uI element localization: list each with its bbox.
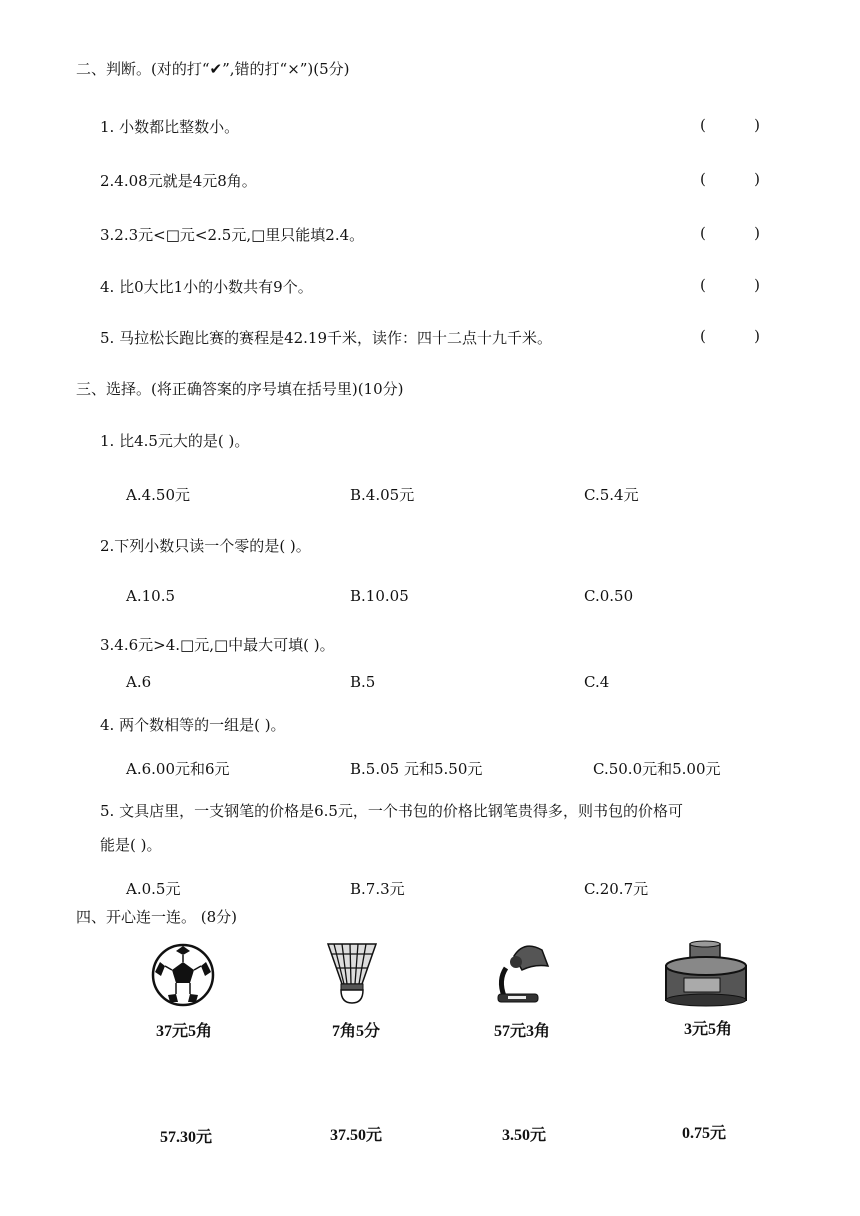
- top-price-3[interactable]: 57元3角: [493, 1023, 550, 1040]
- choice-question-2: 2.下列小数只读一个零的是( )。: [100, 537, 311, 555]
- judge-answer-1[interactable]: ( ): [700, 116, 760, 134]
- section2-title: 二、判断。(对的打“✔”,错的打“×”)(5分): [76, 60, 350, 78]
- top-price-2[interactable]: 7角5分: [331, 1023, 380, 1040]
- choice-1-option-b[interactable]: B.4.05元: [350, 486, 415, 504]
- choice-question-5-cont: 能是( )。: [100, 836, 162, 854]
- tape-roll-icon: [662, 940, 750, 1012]
- choice-4-option-b[interactable]: B.5.05 元和5.50元: [350, 760, 483, 778]
- section4-title: 四、开心连一连。 (8分): [76, 908, 238, 926]
- choice-5-option-b[interactable]: B.7.3元: [350, 880, 405, 898]
- choice-5-option-c[interactable]: C.20.7元: [584, 880, 649, 898]
- choice-2-option-a[interactable]: A.10.5: [126, 587, 175, 605]
- choice-1-option-a[interactable]: A.4.50元: [126, 486, 190, 504]
- choice-3-option-b[interactable]: B.5: [350, 673, 376, 691]
- choice-2-option-b[interactable]: B.10.05: [350, 587, 409, 605]
- judge-item-1: 1. 小数都比整数小。: [100, 118, 240, 136]
- judge-item-2: 2.4.08元就是4元8角。: [100, 172, 257, 190]
- choice-5-option-a[interactable]: A.0.5元: [126, 880, 181, 898]
- bottom-price-1[interactable]: 57.30元: [159, 1129, 212, 1146]
- soccer-ball-icon: [150, 942, 216, 1012]
- judge-answer-2[interactable]: ( ): [700, 170, 760, 188]
- judge-answer-4[interactable]: ( ): [700, 276, 760, 294]
- judge-item-4: 4. 比0大比1小的小数共有9个。: [100, 278, 313, 296]
- judge-item-3: 3.2.3元<□元<2.5元,□里只能填2.4。: [100, 226, 365, 244]
- judge-item-5: 5. 马拉松长跑比赛的赛程是42.19千米，读作：四十二点十九千米。: [100, 329, 553, 347]
- judge-answer-5[interactable]: ( ): [700, 327, 760, 345]
- choice-4-option-a[interactable]: A.6.00元和6元: [126, 760, 230, 778]
- bottom-price-3[interactable]: 3.50元: [501, 1127, 546, 1144]
- choice-3-option-a[interactable]: A.6: [126, 673, 152, 691]
- judge-answer-3[interactable]: ( ): [700, 224, 760, 242]
- choice-question-3: 3.4.6元>4.□元,□中最大可填( )。: [100, 636, 335, 654]
- top-price-1[interactable]: 37元5角: [155, 1023, 212, 1040]
- choice-2-option-c[interactable]: C.0.50: [584, 587, 634, 605]
- choice-question-4: 4. 两个数相等的一组是( )。: [100, 716, 286, 734]
- top-price-4[interactable]: 3元5角: [683, 1021, 732, 1038]
- choice-question-1: 1. 比4.5元大的是( )。: [100, 432, 250, 450]
- choice-question-5: 5. 文具店里，一支钢笔的价格是6.5元，一个书包的价格比钢笔贵得多，则书包的价格可: [100, 802, 683, 820]
- choice-3-option-c[interactable]: C.4: [584, 673, 610, 691]
- section3-title: 三、选择。(将正确答案的序号填在括号里)(10分): [76, 380, 404, 398]
- shuttlecock-icon: [322, 940, 382, 1010]
- bottom-price-2[interactable]: 37.50元: [329, 1127, 382, 1144]
- desk-lamp-icon: [494, 940, 554, 1010]
- choice-4-option-c[interactable]: C.50.0元和5.00元: [593, 760, 721, 778]
- bottom-price-4[interactable]: 0.75元: [681, 1125, 726, 1142]
- choice-1-option-c[interactable]: C.5.4元: [584, 486, 639, 504]
